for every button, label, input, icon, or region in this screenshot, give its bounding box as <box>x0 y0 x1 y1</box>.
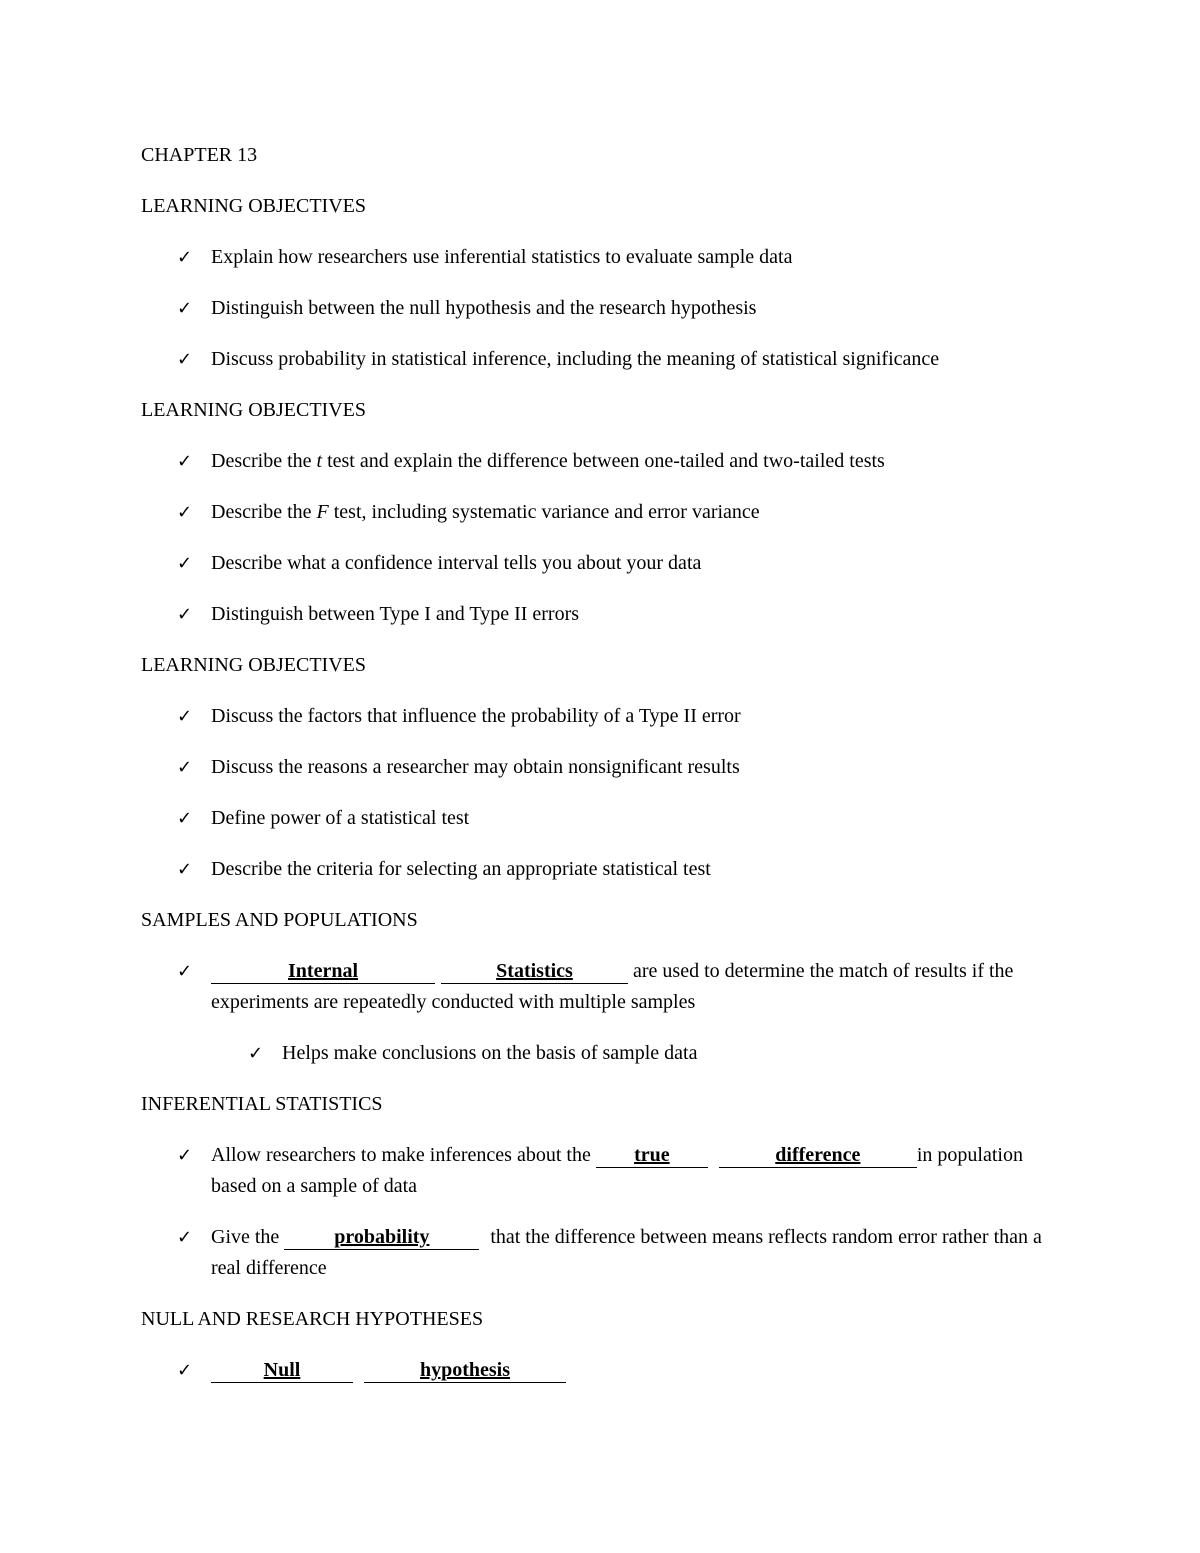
check-icon: ✓ <box>177 859 193 880</box>
section-heading: LEARNING OBJECTIVES <box>141 399 366 421</box>
list-item: ✓ Give the probability that the difference between means reflects random error rather than a real difference <box>141 1222 1061 1284</box>
check-icon: ✓ <box>177 247 193 268</box>
list-item <box>141 1355 1061 1386</box>
check-icon: ✓ <box>177 757 193 778</box>
list-item: ✓ Helps make conclusions on the basis of sample data <box>141 1038 1061 1069</box>
check-icon: ✓ <box>248 1043 264 1064</box>
section-heading: NULL AND RESEARCH HYPOTHESES <box>141 1308 484 1330</box>
list-item: ✓ Discuss the factors that influence the probability of a Type II error <box>141 701 1061 732</box>
check-icon: ✓ <box>177 1227 193 1248</box>
check-icon: ✓ <box>177 1360 193 1381</box>
chapter-title: CHAPTER 13 <box>141 144 258 166</box>
check-icon: ✓ <box>177 298 193 319</box>
list-item: ✓ Allow researchers to make inferences about the true difference in population based on a sample of data <box>141 1140 1061 1202</box>
check-icon: ✓ <box>177 502 193 523</box>
check-icon: ✓ <box>177 961 193 982</box>
section-heading: INFERENTIAL STATISTICS <box>141 1093 383 1115</box>
check-icon: ✓ <box>177 1145 193 1166</box>
list-item: ✓ Distinguish between Type I and Type II errors <box>141 599 1061 630</box>
list-item: ✓ Describe what a confidence interval tells you about your data <box>141 548 1061 579</box>
list-item: ✓ Discuss the reasons a researcher may obtain nonsignificant results <box>141 752 1061 783</box>
section-heading: LEARNING OBJECTIVES <box>141 654 366 676</box>
check-icon: ✓ <box>177 706 193 727</box>
list-item: ✓ Describe the t test and explain the difference between one-tailed and two-tailed tests <box>141 446 1061 477</box>
check-icon: ✓ <box>177 604 193 625</box>
fill-in-blank: true <box>596 1143 708 1168</box>
fill-in-blank: Null <box>211 1358 353 1383</box>
section-heading: LEARNING OBJECTIVES <box>141 195 366 217</box>
fill-in-blank: difference <box>719 1143 917 1168</box>
list-item: ✓ Describe the criteria for selecting an appropriate statistical test <box>141 854 1061 885</box>
check-icon: ✓ <box>177 808 193 829</box>
fill-in-blank: hypothesis <box>364 1358 566 1383</box>
check-icon: ✓ <box>177 553 193 574</box>
list-item: ✓ Discuss probability in statistical inference, including the meaning of statistical significance <box>141 344 1021 375</box>
list-item: ✓ Describe the F test, including systematic variance and error variance <box>141 497 1061 528</box>
check-icon: ✓ <box>177 349 193 370</box>
list-item: ✓ Define power of a statistical test <box>141 803 1061 834</box>
check-icon: ✓ <box>177 451 193 472</box>
list-item: ✓ Explain how researchers use inferential statistics to evaluate sample data <box>141 242 1061 273</box>
fill-in-blank: probability <box>284 1225 479 1250</box>
document-page <box>141 140 1061 1406</box>
fill-in-blank: Internal <box>211 959 435 984</box>
fill-in-blank: Statistics <box>441 959 628 984</box>
list-item: ✓ Internal Statistics are used to determine the match of results if the experiments are repeatedly conducted with multiple samples <box>141 956 1061 1018</box>
list-item: ✓ Distinguish between the null hypothesis and the research hypothesis <box>141 293 1061 324</box>
section-heading: SAMPLES AND POPULATIONS <box>141 909 418 931</box>
